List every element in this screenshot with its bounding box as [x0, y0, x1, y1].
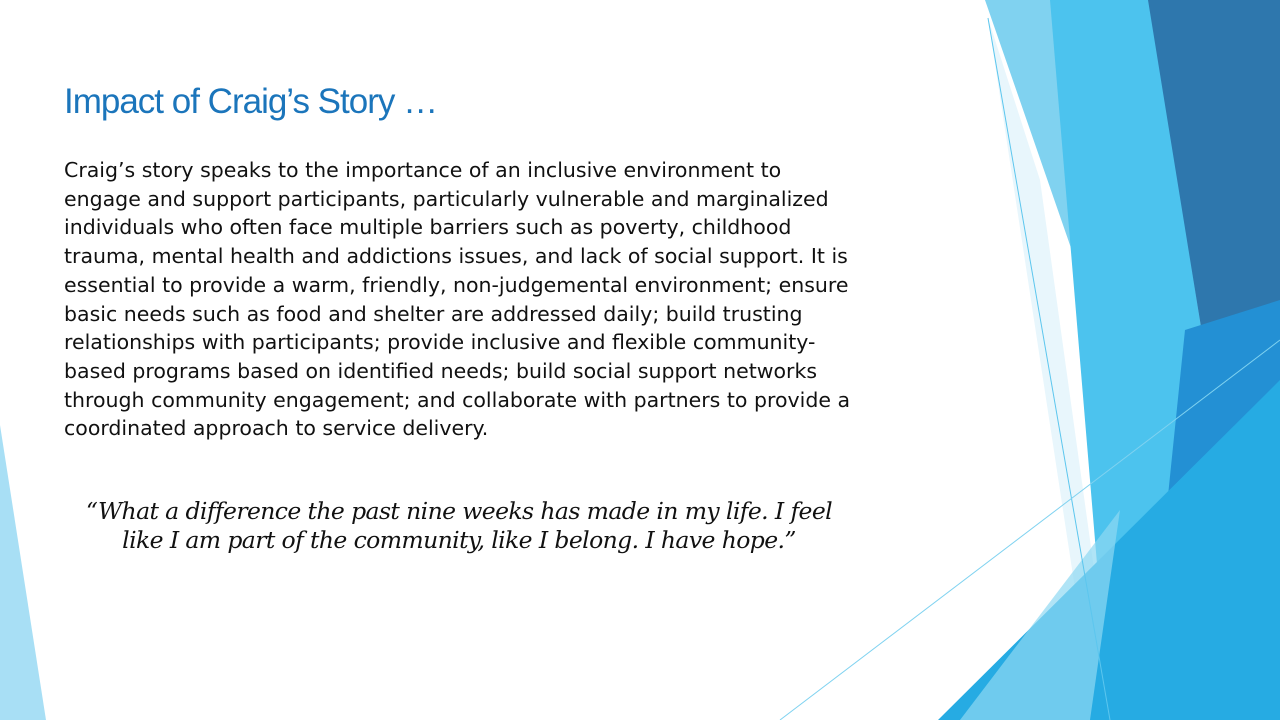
testimonial-quote: “What a difference the past nine weeks has made in my life. I feel like I am part of the community, like I belong. I have hope.” [85, 497, 833, 554]
left-sliver-shape [0, 425, 46, 720]
body-paragraph: Craig’s story speaks to the importance of an inclusive environment to engage and support participants, particularly vulnerable and marginalized individuals who often face multiple barriers such as poverty, childhood trauma, mental health and addictions issues, and lack of social support. It is essential to provide a warm, friendly, non-judgemental environment; ensure basic needs such as food and shelter are addressed daily; build trusting relationships with participants; provide inclusive and flexible community-based programs based on identified needs; build social support networks through community engagement; and collaborate with partners to provide a coordinated approach to service delivery. [64, 158, 851, 441]
slide-title: Impact of Craig’s Story … [64, 82, 438, 121]
